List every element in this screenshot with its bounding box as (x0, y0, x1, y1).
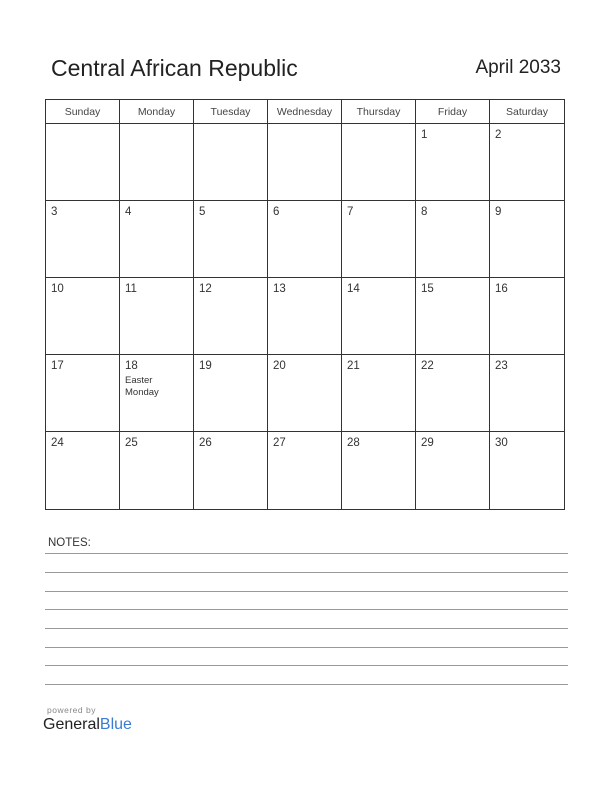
note-line (45, 553, 568, 554)
day-cell (490, 278, 564, 355)
day-number: 8 (421, 206, 428, 218)
day-number: 16 (495, 283, 508, 295)
day-cell (194, 201, 268, 278)
day-number: 22 (421, 360, 434, 372)
day-cell (342, 432, 416, 509)
day-cell (268, 432, 342, 509)
day-cell (46, 278, 120, 355)
day-number: 28 (347, 437, 360, 449)
day-number: 20 (273, 360, 286, 372)
day-cell (490, 124, 564, 201)
day-number: 2 (495, 129, 502, 141)
day-cell (416, 432, 490, 509)
day-number: 19 (199, 360, 212, 372)
day-number: 1 (421, 129, 428, 141)
day-cell (46, 201, 120, 278)
weekday-header: Tuesday (194, 100, 268, 124)
day-cell (416, 201, 490, 278)
day-number: 13 (273, 283, 286, 295)
weekday-header: Saturday (490, 100, 564, 124)
weekday-header: Monday (120, 100, 194, 124)
day-number: 15 (421, 283, 434, 295)
note-line (45, 609, 568, 610)
holiday-label: Easter Monday (125, 375, 159, 398)
powered-by-text: powered by (47, 705, 96, 715)
day-number: 18 (125, 360, 138, 372)
day-cell (194, 124, 268, 201)
day-cell (490, 355, 564, 432)
day-cell (194, 432, 268, 509)
day-number: 21 (347, 360, 360, 372)
weekday-header: Sunday (46, 100, 120, 124)
day-cell (120, 355, 194, 432)
day-cell (194, 355, 268, 432)
day-cell (268, 278, 342, 355)
day-cell (194, 278, 268, 355)
day-number: 4 (125, 206, 132, 218)
calendar-grid (45, 99, 565, 510)
notes-label: NOTES: (48, 537, 91, 549)
day-number: 17 (51, 360, 64, 372)
day-number: 5 (199, 206, 206, 218)
brand-general: General (43, 716, 100, 733)
day-number: 12 (199, 283, 212, 295)
day-cell (342, 124, 416, 201)
day-cell (268, 355, 342, 432)
day-cell (120, 432, 194, 509)
day-number: 30 (495, 437, 508, 449)
brand-blue: Blue (99, 716, 132, 733)
day-number: 27 (273, 437, 286, 449)
day-number: 3 (51, 206, 58, 218)
day-cell (46, 432, 120, 509)
day-cell (416, 278, 490, 355)
calendar-month: April 2033 (475, 57, 561, 78)
day-cell (268, 201, 342, 278)
day-number: 7 (347, 206, 354, 218)
day-cell (46, 124, 120, 201)
day-cell (416, 124, 490, 201)
day-cell (120, 124, 194, 201)
note-line (45, 591, 568, 592)
day-cell (46, 355, 120, 432)
day-number: 25 (125, 437, 138, 449)
day-cell (490, 432, 564, 509)
day-number: 24 (51, 437, 64, 449)
day-cell (120, 201, 194, 278)
day-cell (416, 355, 490, 432)
day-number: 9 (495, 206, 502, 218)
day-number: 26 (199, 437, 212, 449)
note-line (45, 572, 568, 573)
note-line (45, 647, 568, 648)
day-number: 23 (495, 360, 508, 372)
day-cell (120, 278, 194, 355)
weekday-header: Friday (416, 100, 490, 124)
weekday-header: Wednesday (268, 100, 342, 124)
weekday-header: Thursday (342, 100, 416, 124)
note-line (45, 684, 568, 685)
day-number: 11 (125, 283, 137, 295)
generalblue-logo (43, 716, 132, 734)
day-cell (342, 278, 416, 355)
day-number: 6 (273, 206, 280, 218)
day-number: 10 (51, 283, 64, 295)
day-cell (342, 355, 416, 432)
day-cell (268, 124, 342, 201)
note-line (45, 665, 568, 666)
day-cell (490, 201, 564, 278)
day-number: 29 (421, 437, 434, 449)
day-number: 14 (347, 283, 360, 295)
note-line (45, 628, 568, 629)
day-cell (342, 201, 416, 278)
calendar-title: Central African Republic (51, 55, 298, 81)
